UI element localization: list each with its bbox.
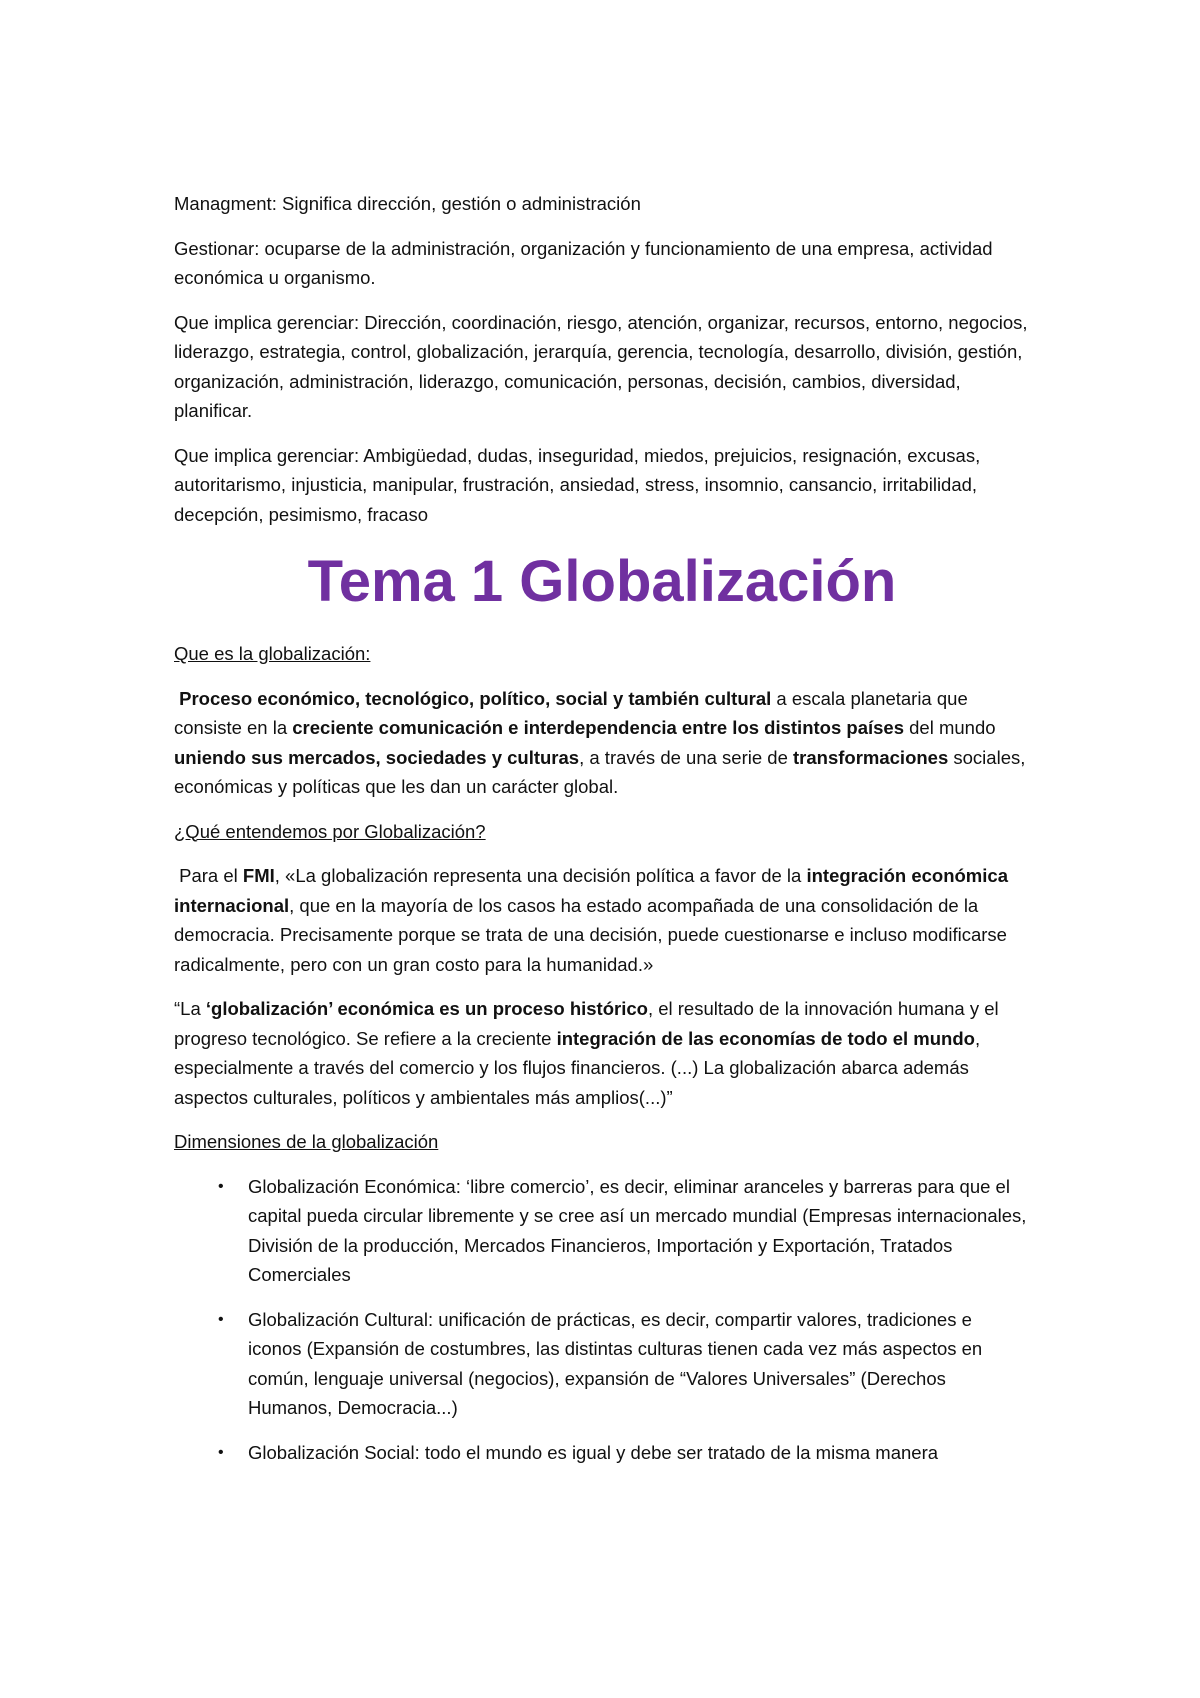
definition-text-8: sociales, económicas y políticas que les dan un carácter global. [174, 746, 1026, 797]
definition-bold-7: transformaciones [793, 746, 949, 768]
fmi-quote-paragraph [174, 861, 1030, 979]
definition-bold-3: creciente comunicación e interdependencia entre los distintos países [292, 717, 904, 738]
definition-bold-5: uniendo sus mercados, sociedades y culturas [174, 746, 580, 768]
historic-quote-paragraph [174, 994, 1030, 1112]
historic-bold-4: integración de las economías de todo el mundo [556, 1027, 975, 1049]
definition-paragraph [174, 684, 1030, 802]
fmi-text-3: , «La globalización representa una decisión política a favor de la [274, 865, 807, 886]
definition-text-2: a escala planetaria que consiste en la [174, 687, 968, 738]
definition-text-4: del mundo [904, 717, 996, 738]
dimension-social: Globalización Social: todo el mundo es igual y debe ser tratado de la misma manera [248, 1441, 939, 1463]
list-item [174, 1438, 1030, 1468]
bullet-icon: • [218, 1177, 224, 1195]
section-heading-que-entendemos: ¿Qué entendemos por Globalización? [174, 820, 486, 842]
intro-managment: Managment: Significa dirección, gestión o administración [174, 193, 641, 214]
dimensions-list [174, 1172, 1030, 1468]
fmi-bold-2: FMI [242, 865, 275, 886]
dimension-economica: Globalización Económica: ‘libre comercio’, es decir, eliminar aranceles y barreras para que el capital pueda circular libremente y se cree así un mercado mundial (Empresas internacionales, División de la producción, Mercados Financieros, Importación y Exportación, Tratados Comerciales [248, 1175, 1027, 1285]
section-heading-dimensiones: Dimensiones de la globalización [174, 1131, 439, 1152]
historic-bold-2: ‘globalización’ económica es un proceso histórico [205, 998, 648, 1019]
intro-implica-2: Que implica gerenciar: Ambigüedad, dudas, inseguridad, miedos, prejuicios, resignación, excusas, autoritarismo, injusticia, manipular, frustración, ansiedad, stress, insomnio, cansancio, irritabilidad, decepción, pesimismo, fracaso [174, 444, 981, 525]
historic-text-5: , especialmente a través del comercio y los flujos financieros. (...) La globalización abarca además aspectos culturales, políticos y ambientales más amplios(...)” [174, 1027, 981, 1108]
dimension-cultural: Globalización Cultural: unificación de prácticas, es decir, compartir valores, tradiciones e iconos (Expansión de costumbres, las distintas culturas tienen cada vez más aspectos en común, lenguaje universal (negocios), expansión de “Valores Universales” (Derechos Humanos, Democracia...) [248, 1308, 983, 1418]
fmi-bold-4: integración económica internacional [174, 865, 1008, 916]
intro-implica-1: Que implica gerenciar: Dirección, coordinación, riesgo, atención, organizar, recursos, entorno, negocios, liderazgo, estrategia, control, globalización, jerarquía, gerencia, tecnología, desarrollo, división, gestión, organización, administración, liderazgo, comunicación, personas, decisión, cambios, diversidad, planificar. [174, 311, 1028, 421]
list-item [174, 1172, 1030, 1290]
fmi-text-1: Para el [179, 865, 243, 886]
definition-bold-1: Proceso económico, tecnológico, político, social y también cultural [179, 687, 772, 709]
bullet-icon: • [218, 1310, 224, 1328]
historic-text-1: “La [174, 998, 206, 1019]
page-title: Tema 1 Globalización [307, 549, 897, 614]
fmi-text-5: , que en la mayoría de los casos ha estado acompañada de una consolidación de la democracia. Precisamente porque se trata de una decisión, puede cuestionarse e incluso modificarse radicalmente, pero con un gran costo para la humanidad.» [174, 894, 1007, 975]
definition-text-6: , a través de una serie de [579, 746, 793, 768]
section-heading-que-es: Que es la globalización: [174, 643, 371, 664]
historic-text-3: , el resultado de la innovación humana y el progreso tecnológico. Se refiere a la creciente [174, 998, 999, 1049]
intro-gestionar: Gestionar: ocuparse de la administración, organización y funcionamiento de una empresa, actividad económica u organismo. [174, 237, 993, 288]
list-item [174, 1305, 1030, 1423]
bullet-icon: • [218, 1443, 224, 1461]
